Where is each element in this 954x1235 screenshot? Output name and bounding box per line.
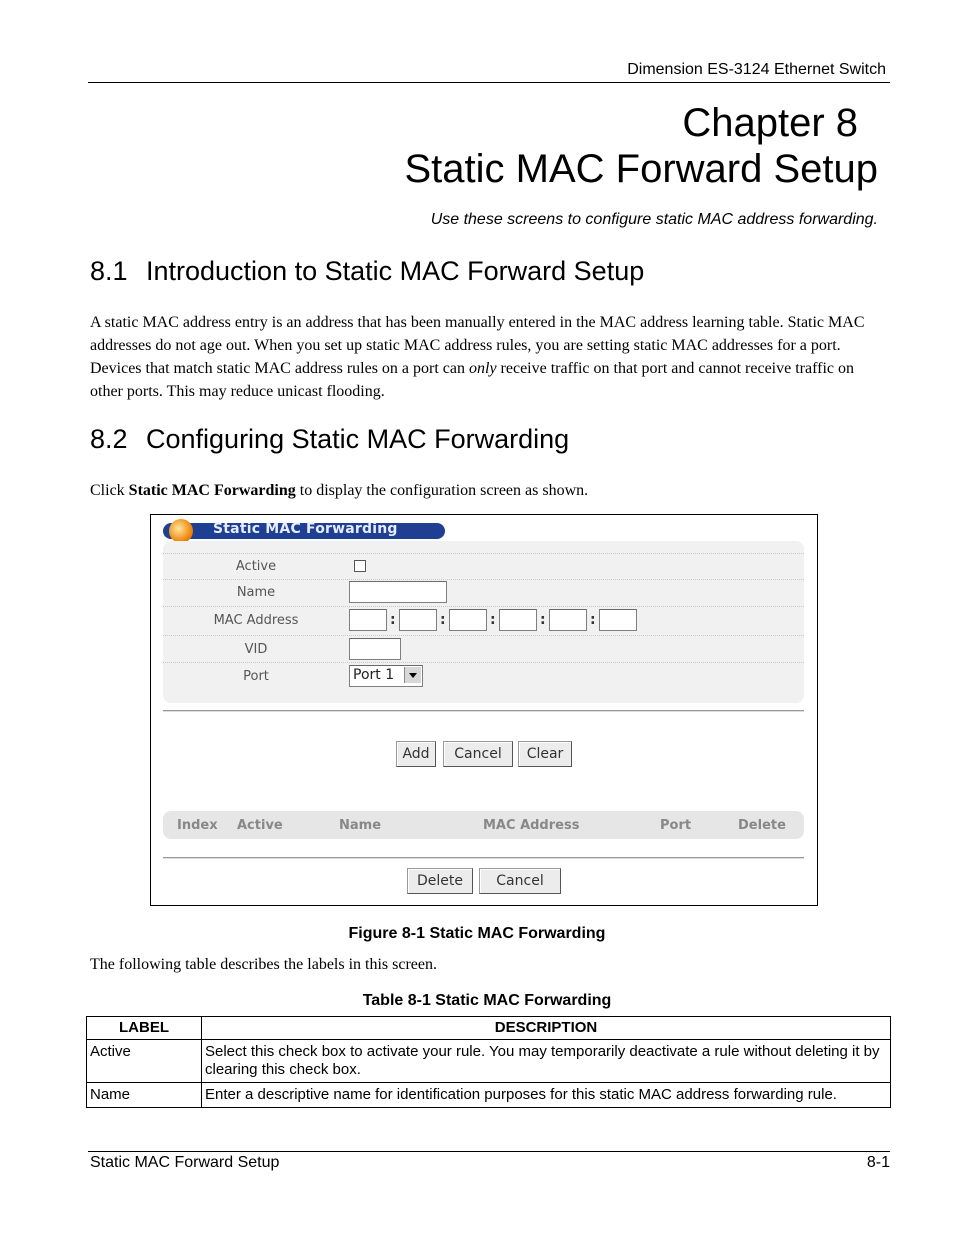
running-header: Dimension ES-3124 Ethernet Switch <box>627 61 886 78</box>
mac-octet-6-input[interactable] <box>599 609 637 631</box>
add-button[interactable]: Add <box>396 741 436 767</box>
port-select-value: Port 1 <box>353 667 395 683</box>
form-separator <box>163 710 804 712</box>
mac-separator: : <box>440 612 446 628</box>
chapter-intro: Use these screens to configure static MAC address forwarding. <box>430 211 878 228</box>
mac-octet-4-input[interactable] <box>499 609 537 631</box>
section-8-1-paragraph <box>90 311 890 403</box>
mac-separator: : <box>540 612 546 628</box>
description-column-header: DESCRIPTION <box>202 1017 891 1040</box>
section-number: 8.1 <box>90 256 128 286</box>
column-mac-address: MAC Address <box>483 818 580 833</box>
port-label: Port <box>243 669 269 684</box>
paragraph-text: Click <box>90 482 129 499</box>
column-delete: Delete <box>738 818 786 833</box>
paragraph-text: receive traffic on that port and cannot receive traffic on other ports. This may reduce unicast flooding. <box>90 360 854 400</box>
row-divider <box>163 553 804 554</box>
mac-octet-1-input[interactable] <box>349 609 387 631</box>
cancel-button[interactable]: Cancel <box>443 741 513 767</box>
footer-chapter-title: Static MAC Forward Setup <box>90 1154 280 1171</box>
label-column-header: LABEL <box>87 1017 202 1040</box>
row-divider <box>163 579 804 580</box>
column-port: Port <box>660 818 692 833</box>
port-select[interactable] <box>349 665 423 687</box>
section-heading-8-2 <box>90 424 569 455</box>
table-row <box>87 1083 891 1108</box>
active-checkbox[interactable] <box>354 560 366 572</box>
static-mac-forwarding-screen <box>150 514 818 906</box>
mac-octet-2-input[interactable] <box>399 609 437 631</box>
section-number: 8.2 <box>90 424 128 454</box>
row-divider <box>163 635 804 636</box>
column-index: Index <box>177 818 218 833</box>
table-caption: Table 8-1 Static MAC Forwarding <box>362 992 612 1009</box>
row-divider <box>163 662 804 663</box>
paragraph-text: A static MAC address entry is an address that has been manually entered in the MAC address learning table. Static MAC addresses do not age out. When you set up static MAC address rules, you are setting static MAC addresses for a port. Devices that match static MAC address rules on a port can <box>90 314 865 377</box>
section-title: Introduction to Static MAC Forward Setup <box>146 256 645 286</box>
mac-octet-3-input[interactable] <box>449 609 487 631</box>
dropdown-arrow-icon[interactable] <box>404 667 421 683</box>
table-row <box>87 1040 891 1083</box>
row-label: Name <box>87 1083 202 1108</box>
section-heading-8-1 <box>90 256 644 287</box>
mac-address-label: MAC Address <box>213 613 299 628</box>
page-number: 8-1 <box>866 1154 890 1171</box>
table-separator <box>163 857 804 859</box>
table-intro: The following table describes the labels in this screen. <box>90 956 438 973</box>
vid-label: VID <box>244 642 268 657</box>
row-label: Active <box>87 1040 202 1083</box>
label-description-table <box>86 1016 891 1108</box>
section-title: Configuring Static MAC Forwarding <box>146 424 570 454</box>
mac-octet-5-input[interactable] <box>549 609 587 631</box>
mac-separator: : <box>390 612 396 628</box>
chapter-title: Static MAC Forward Setup <box>404 147 878 191</box>
active-label: Active <box>235 559 277 574</box>
row-description: Select this check box to activate your rule. You may temporarily deactivate a rule without deleting it by clearing this check box. <box>202 1040 891 1083</box>
figure-caption: Figure 8-1 Static MAC Forwarding <box>348 925 606 942</box>
name-input[interactable] <box>349 581 447 603</box>
bold-text: Static MAC Forwarding <box>128 482 296 499</box>
orange-orb-icon <box>169 519 193 543</box>
emphasis-text: only <box>469 360 497 377</box>
mac-separator: : <box>490 612 496 628</box>
chapter-number: Chapter 8 <box>682 101 858 145</box>
screen-title: Static MAC Forwarding <box>213 521 398 537</box>
column-name: Name <box>339 818 382 833</box>
name-label: Name <box>236 585 276 600</box>
section-8-2-paragraph <box>90 479 890 502</box>
row-divider <box>163 606 804 607</box>
table-header-row <box>87 1017 891 1040</box>
header-rule <box>88 82 890 83</box>
row-description: Enter a descriptive name for identification purposes for this static MAC address forwarding rule. <box>202 1083 891 1108</box>
vid-input[interactable] <box>349 638 401 660</box>
column-active: Active <box>237 818 283 833</box>
footer-rule <box>88 1151 890 1152</box>
mac-separator: : <box>590 612 596 628</box>
paragraph-text: to display the configuration screen as shown. <box>295 482 589 499</box>
cancel-delete-button[interactable]: Cancel <box>479 868 561 894</box>
delete-button[interactable]: Delete <box>407 868 473 894</box>
clear-button[interactable]: Clear <box>518 741 572 767</box>
